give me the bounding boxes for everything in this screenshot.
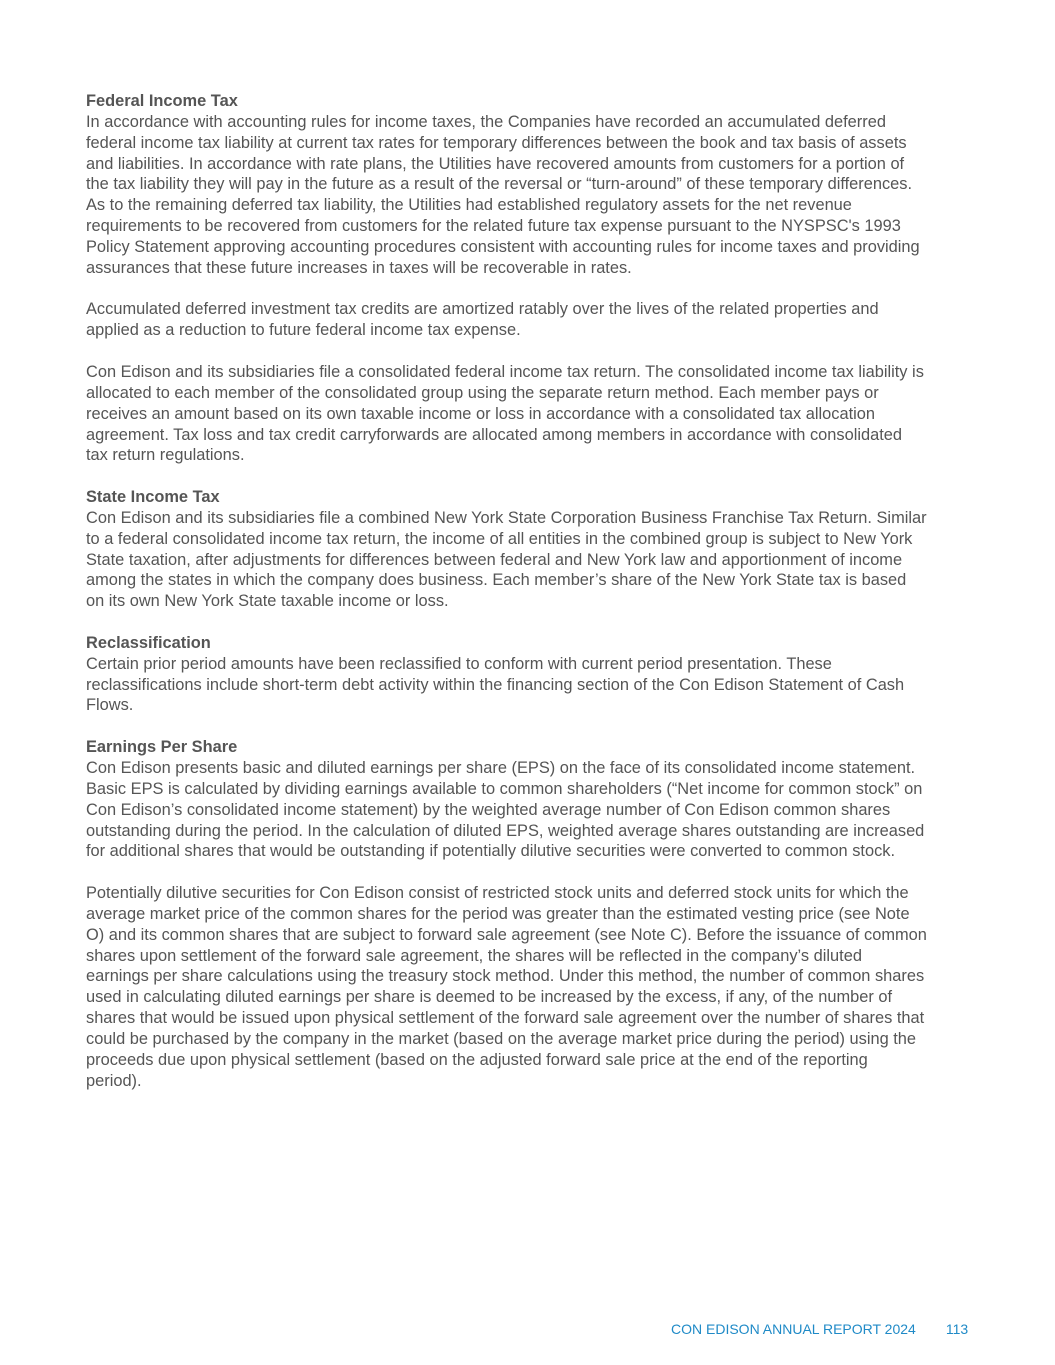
- paragraph: [86, 508, 986, 612]
- page-footer: [671, 1321, 968, 1337]
- paragraph: [86, 883, 986, 1091]
- text-line: reclassifications include short-term debt activity within the financing section of the Con Edison Statement of Cash: [86, 675, 905, 694]
- text-line: shares upon settlement of the forward sale agreement, the shares will be reflected in the company’s diluted: [86, 946, 862, 965]
- section-earnings-per-share: [86, 737, 986, 1091]
- text-line: Con Edison and its subsidiaries file a consolidated federal income tax return. The consolidated income tax liability is: [86, 362, 924, 381]
- text-line: Basic EPS is calculated by dividing earnings available to common shareholders (“Net income for common stock” on: [86, 779, 923, 798]
- report-title: CON EDISON ANNUAL REPORT 2024: [671, 1321, 916, 1337]
- text-line: Potentially dilutive securities for Con Edison consist of restricted stock units and deferred stock units for which the: [86, 884, 909, 903]
- text-line: for additional shares that would be outstanding if potentially dilutive securities were converted to common stock.: [86, 842, 896, 861]
- text-line: In accordance with accounting rules for income taxes, the Companies have recorded an accumulated deferred: [86, 112, 886, 131]
- paragraph: [86, 758, 986, 862]
- text-line: Certain prior period amounts have been reclassified to conform with current period presentation. These: [86, 654, 832, 673]
- text-line: applied as a reduction to future federal income tax expense.: [86, 321, 521, 340]
- text-line: average market price of the common shares for the period was greater than the estimated vesting price (see Note: [86, 904, 910, 923]
- text-line: Policy Statement approving accounting procedures consistent with accounting rules for income taxes and providing: [86, 237, 920, 256]
- section-state-income-tax: [86, 487, 986, 612]
- text-line: requirements to be recovered from customers for the related future tax expense pursuant to the NYSPSC's 1993: [86, 217, 901, 236]
- text-line: among the states in which the company does business. Each member’s share of the New York State tax is based: [86, 571, 907, 590]
- text-line: on its own New York State taxable income or loss.: [86, 592, 449, 611]
- section-reclassification: [86, 633, 986, 716]
- text-line: Con Edison’s consolidated income statement) by the weighted average number of Con Edison common shares: [86, 800, 891, 819]
- text-line: earnings per share calculations using the treasury stock method. Under this method, the number of common shares: [86, 967, 925, 986]
- text-line: Con Edison and its subsidiaries file a combined New York State Corporation Business Franchise Tax Return. Similar: [86, 508, 927, 527]
- paragraph: [86, 299, 986, 341]
- section-heading: Earnings Per Share: [86, 738, 238, 757]
- text-line: As to the remaining deferred tax liability, the Utilities had established regulatory assets for the net revenue: [86, 196, 852, 215]
- text-line: Con Edison presents basic and diluted earnings per share (EPS) on the face of its consolidated income statement.: [86, 759, 916, 777]
- text-line: tax return regulations.: [86, 446, 245, 465]
- paragraph: [86, 362, 986, 466]
- section-heading: Reclassification: [86, 633, 211, 652]
- page-number: 113: [945, 1321, 969, 1337]
- text-line: federal income tax liability at current tax rates for temporary differences between the book and tax basis of assets: [86, 133, 907, 152]
- text-line: O) and its common shares that are subject to forward sale agreement (see Note C). Before the issuance of common: [86, 925, 927, 944]
- section-heading: Federal Income Tax: [86, 92, 238, 110]
- text-line: receives an amount based on its own taxable income or loss in accordance with a consolidated tax allocation: [86, 404, 876, 423]
- text-line: to a federal consolidated income tax return, the income of all entities in the combined group is subject to New York: [86, 529, 913, 548]
- text-line: State taxation, after adjustments for differences between federal and New York law and apportionment of income: [86, 550, 903, 569]
- text-line: Flows.: [86, 696, 134, 715]
- text-line: proceeds due upon physical settlement (based on the adjusted forward sale price at the end of the reporting: [86, 1050, 868, 1069]
- document-body: [86, 91, 986, 1112]
- paragraph: [86, 654, 986, 717]
- text-line: shares that would be issued upon physical settlement of the forward sale agreement over the number of shares that: [86, 1009, 925, 1028]
- section-heading: State Income Tax: [86, 488, 220, 507]
- text-line: outstanding during the period. In the calculation of diluted EPS, weighted average shares outstanding are increased: [86, 821, 925, 840]
- text-line: period).: [86, 1071, 142, 1090]
- text-line: used in calculating diluted earnings per share is deemed to be increased by the excess, if any, of the number of: [86, 988, 893, 1007]
- text-line: allocated to each member of the consolidated group using the separate return method. Each member pays or: [86, 383, 879, 402]
- text-line: and liabilities. In accordance with rate plans, the Utilities have recovered amounts from customers for a portion of: [86, 154, 905, 173]
- text-line: the tax liability they will pay in the future as a result of the reversal or “turn-around” of these temporary differences.: [86, 175, 913, 194]
- text-line: assurances that these future increases in taxes will be recoverable in rates.: [86, 258, 632, 277]
- text-line: could be purchased by the company in the market (based on the average market price during the period) using the: [86, 1029, 917, 1048]
- section-federal-income-tax: [86, 91, 986, 466]
- text-line: Accumulated deferred investment tax credits are amortized ratably over the lives of the related properties and: [86, 300, 879, 319]
- paragraph: [86, 112, 986, 279]
- text-line: agreement. Tax loss and tax credit carryforwards are allocated among members in accordance with consolidated: [86, 425, 902, 444]
